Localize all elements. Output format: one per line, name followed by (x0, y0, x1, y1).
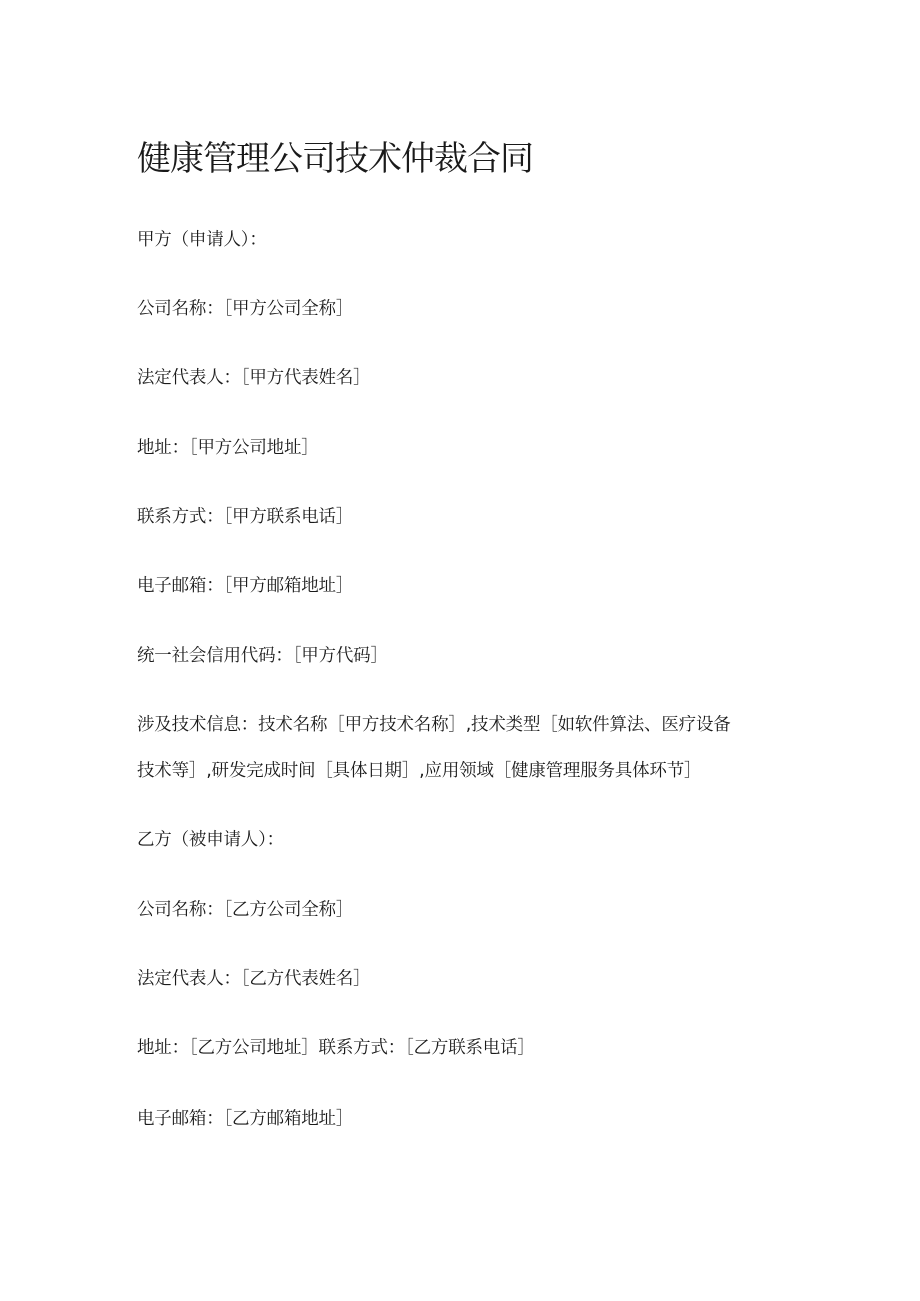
party-a-tech-info-line1: 涉及技术信息：技术名称［甲方技术名称］,技术类型［如软件算法、医疗设备 (137, 715, 731, 735)
party-b-email: 电子邮箱：［乙方邮箱地址］ (137, 1109, 354, 1129)
party-a-email: 电子邮箱：［甲方邮箱地址］ (137, 576, 354, 596)
party-b-heading: 乙方（被申请人）： (137, 830, 284, 850)
party-a-tech-info-line2: 技术等］,研发完成时间［具体日期］,应用领域［健康管理服务具体环节］ (137, 761, 702, 781)
party-b-address-contact: 地址：［乙方公司地址］联系方式：［乙方联系电话］ (137, 1038, 535, 1058)
party-b-company-name: 公司名称：［乙方公司全称］ (137, 900, 354, 920)
party-a-address: 地址：［甲方公司地址］ (137, 438, 319, 458)
document-title: 健康管理公司技术仲裁合同 (137, 139, 533, 179)
party-a-contact: 联系方式：［甲方联系电话］ (137, 507, 354, 527)
party-a-heading: 甲方（申请人）： (137, 230, 267, 250)
party-a-company-name: 公司名称：［甲方公司全称］ (137, 299, 354, 319)
party-a-credit-code: 统一社会信用代码：［甲方代码］ (137, 646, 388, 666)
party-b-legal-rep: 法定代表人：［乙方代表姓名］ (137, 969, 371, 989)
party-a-legal-rep: 法定代表人：［甲方代表姓名］ (137, 368, 371, 388)
